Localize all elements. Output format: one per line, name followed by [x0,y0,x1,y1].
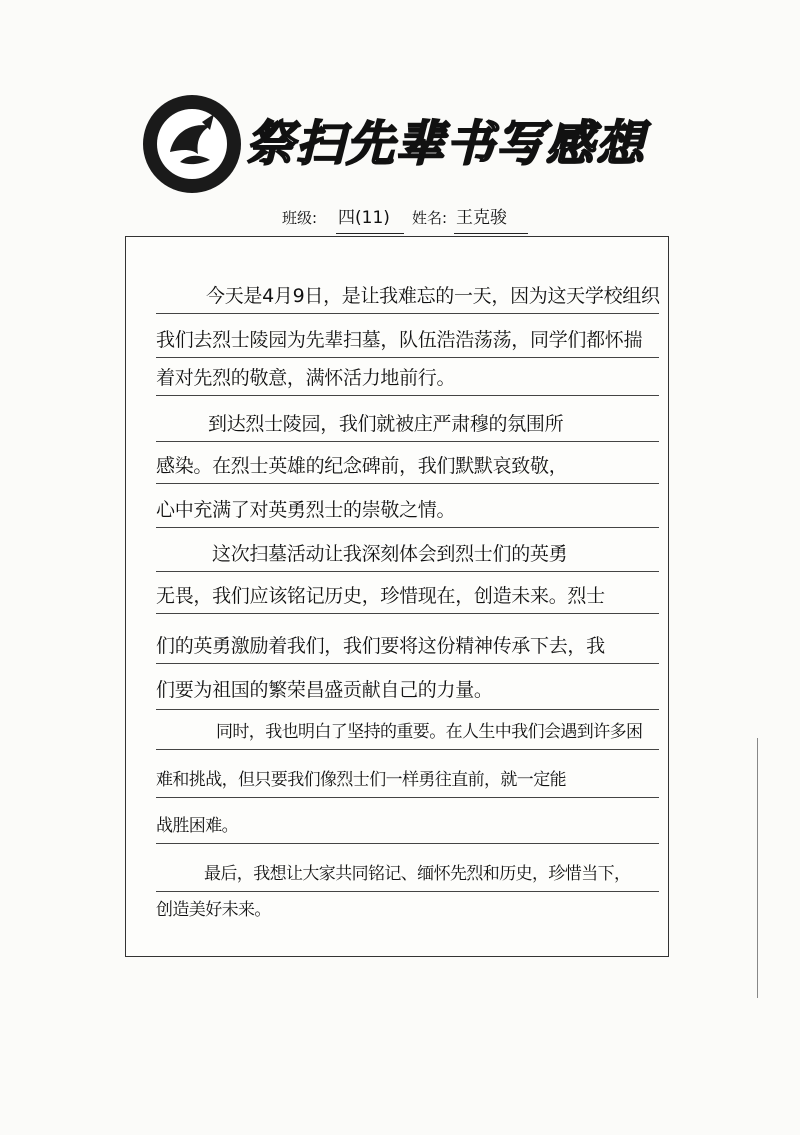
essay-title: 祭扫先辈书写感想 [246,116,647,172]
essay-line: 这次扫墓活动让我深刻体会到烈士们的英勇 [212,543,568,565]
essay-line: 们的英勇激励着我们，我们要将这份精神传承下去，我 [156,635,605,657]
ruled-line [156,313,659,314]
essay-line: 到达烈士陵园，我们就被庄严肃穆的氛围所 [208,413,564,435]
name-label: 姓名: [412,209,448,227]
ruled-line [156,395,659,396]
essay-line: 最后，我想让大家共同铭记、缅怀先烈和历史，珍惜当下， [204,864,631,884]
ruled-line [156,891,659,892]
writing-frame [125,236,669,957]
ruled-line [156,709,659,710]
essay-line: 难和挑战，但只要我们像烈士们一样勇往直前，就一定能 [156,770,566,790]
class-label: 班级: [282,209,318,227]
essay-line: 战胜困难。 [156,816,238,836]
class-value: 四(11) [336,203,404,234]
essay-line: 们要为祖国的繁荣昌盛贡献自己的力量。 [156,679,493,701]
essay-line: 我们去烈士陵园为先辈扫墓，队伍浩浩荡荡，同学们都怀揣 [156,329,643,351]
ruled-line [156,571,659,572]
essay-line: 无畏，我们应该铭记历史，珍惜现在，创造未来。烈士 [156,585,605,607]
essay-line: 着对先烈的敬意，满怀活力地前行。 [156,367,456,389]
page-edge-line [757,738,758,998]
ruled-line [156,441,659,442]
school-logo [140,92,244,196]
name-value: 王克骏 [454,203,528,234]
ruled-line [156,749,659,750]
ruled-line [156,843,659,844]
essay-line: 创造美好未来。 [156,900,271,920]
ruled-line [156,527,659,528]
ruled-line [156,613,659,614]
ruled-line [156,797,659,798]
essay-line: 同时，我也明白了坚持的重要。在人生中我们会遇到许多困 [216,722,643,742]
essay-line: 感染。在烈士英雄的纪念碑前，我们默默哀致敬， [156,455,568,477]
ruled-line [156,483,659,484]
essay-line: 心中充满了对英勇烈士的崇敬之情。 [156,499,456,521]
essay-line: 今天是4月9日，是让我难忘的一天，因为这天学校组织 [206,285,660,307]
school-emblem-icon [140,92,244,196]
ruled-line [156,663,659,664]
ruled-line [156,357,659,358]
